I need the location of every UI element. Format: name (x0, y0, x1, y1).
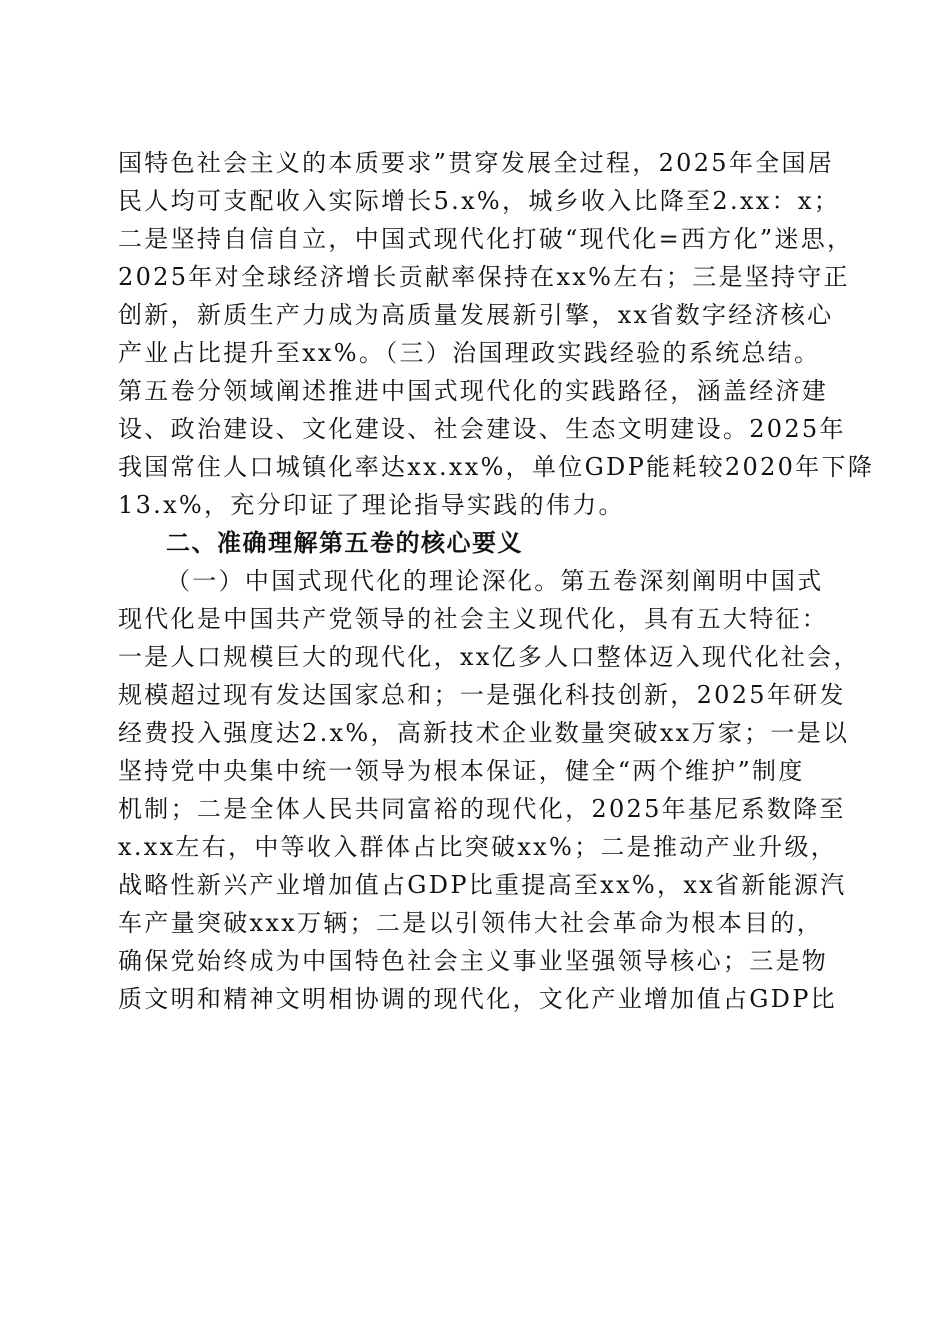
paragraph-line: 2025年对全球经济增长贡献率保持在xx%左右；三是坚持守正 (118, 263, 850, 291)
paragraph-line: 一是人口规模巨大的现代化，xx亿多人口整体迈入现代化社会， (118, 643, 860, 671)
paragraph-line: x.xx左右，中等收入群体占比突破xx%；二是推动产业升级， (118, 833, 838, 861)
paragraph-line: 产业占比提升至xx%。（三）治国理政实践经验的系统总结。 (118, 339, 821, 367)
document-body (118, 144, 875, 1018)
paragraph-line: 战略性新兴产业增加值占GDP比重提高至xx%，xx省新能源汽 (118, 871, 847, 899)
paragraph-line: 我国常住人口城镇化率达xx.xx%，单位GDP能耗较2020年下降 (118, 453, 875, 481)
paragraph-line: 质文明和精神文明相协调的现代化，文化产业增加值占GDP比 (118, 985, 837, 1013)
paragraph-line: 国特色社会主义的本质要求”贯穿发展全过程，2025年全国居 (118, 149, 835, 177)
paragraph-line: 二是坚持自信自立，中国式现代化打破“现代化=西方化”迷思， (118, 225, 854, 253)
paragraph-line: 机制；二是全体人民共同富裕的现代化，2025年基尼系数降至 (118, 795, 846, 823)
paragraph-line: 第五卷分领域阐述推进中国式现代化的实践路径，涵盖经济建 (118, 377, 829, 405)
paragraph-line: 车产量突破xxx万辆；二是以引领伟大社会革命为根本目的， (118, 909, 824, 937)
paragraph-line: 13.x%，充分印证了理论指导实践的伟力。 (118, 491, 625, 519)
paragraph-line: （一）中国式现代化的理论深化。第五卷深刻阐明中国式 (166, 567, 824, 595)
paragraph-line: 现代化是中国共产党领导的社会主义现代化，具有五大特征： (118, 605, 829, 633)
paragraph-line: 规模超过现有发达国家总和；一是强化科技创新，2025年研发 (118, 681, 846, 709)
paragraph-line: 确保党始终成为中国特色社会主义事业坚强领导核心；三是物 (118, 947, 829, 975)
paragraph-line: 创新，新质生产力成为高质量发展新引擎，xx省数字经济核心 (118, 301, 834, 329)
paragraph-line: 经费投入强度达2.x%，高新技术企业数量突破xx万家；一是以 (118, 719, 850, 747)
section-heading: 二、准确理解第五卷的核心要义 (166, 529, 523, 557)
paragraph-line: 设、政治建设、文化建设、社会建设、生态文明建设。2025年 (118, 415, 846, 443)
paragraph-line: 坚持党中央集中统一领导为根本保证，健全“两个维护”制度 (118, 757, 805, 785)
paragraph-line: 民人均可支配收入实际增长5.x%，城乡收入比降至2.xx：x； (118, 187, 841, 215)
